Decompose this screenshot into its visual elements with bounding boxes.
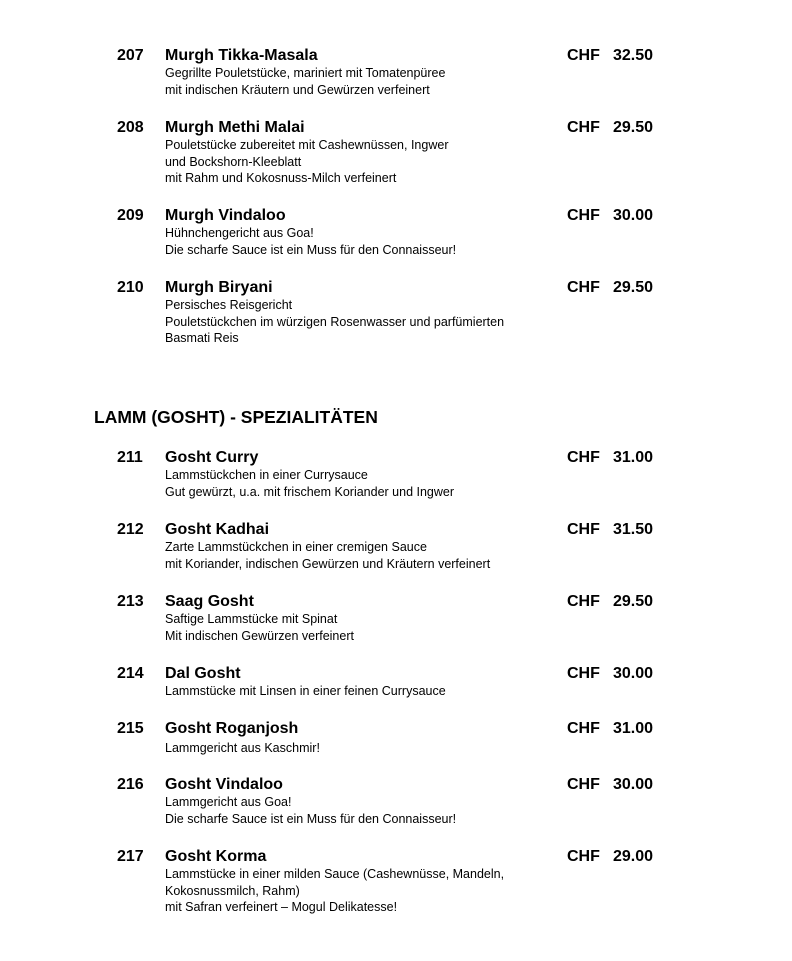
- item-number: 216: [117, 776, 144, 793]
- description-line: Lammstücke mit Linsen in einer feinen Currysauce: [165, 684, 446, 698]
- item-number: 209: [117, 207, 144, 224]
- item-description: [165, 137, 448, 187]
- description-line: und Bockshorn-Kleeblatt: [165, 154, 302, 169]
- description-line: mit Koriander, indischen Gewürzen und Kräutern verfeinert: [165, 556, 491, 571]
- item-number: 208: [117, 119, 144, 136]
- item-currency: CHF: [567, 207, 600, 224]
- description-line: Gut gewürzt, u.a. mit frischem Koriander und Ingwer: [165, 484, 455, 499]
- item-currency: CHF: [567, 776, 600, 793]
- item-currency: CHF: [567, 119, 600, 136]
- item-name: Dal Gosht: [165, 665, 241, 682]
- item-name: Saag Gosht: [165, 593, 254, 610]
- item-price: 31.00: [613, 449, 654, 466]
- item-price: 30.00: [613, 776, 654, 793]
- item-currency: CHF: [567, 279, 600, 296]
- item-price: 31.00: [613, 720, 654, 737]
- description-line: Lammgericht aus Kaschmir!: [165, 741, 320, 755]
- description-line: Mit indischen Gewürzen verfeinert: [165, 628, 354, 643]
- item-number: 215: [117, 720, 144, 737]
- item-price: 29.50: [613, 279, 654, 296]
- item-name: Murgh Vindaloo: [165, 207, 286, 224]
- item-number: 210: [117, 279, 144, 296]
- item-description: [165, 866, 504, 916]
- item-price: 30.00: [613, 207, 654, 224]
- item-price: 29.00: [613, 848, 654, 865]
- item-name: Murgh Methi Malai: [165, 119, 305, 136]
- description-line: Saftige Lammstücke mit Spinat: [165, 612, 338, 626]
- item-price: 31.50: [613, 521, 654, 538]
- description-line: Pouletstückchen im würzigen Rosenwasser und parfümierten: [165, 314, 505, 329]
- item-currency: CHF: [567, 665, 600, 682]
- item-number: 213: [117, 593, 144, 610]
- item-currency: CHF: [567, 47, 600, 64]
- item-name: Gosht Roganjosh: [165, 720, 299, 737]
- item-price: 32.50: [613, 47, 654, 64]
- item-name: Gosht Kadhai: [165, 521, 270, 538]
- description-line: mit indischen Kräutern und Gewürzen verfeinert: [165, 82, 430, 97]
- item-number: 207: [117, 47, 144, 64]
- item-name: Murgh Tikka-Masala: [165, 47, 318, 64]
- item-description: [165, 683, 446, 700]
- item-description: [165, 539, 490, 572]
- item-description: [165, 467, 454, 500]
- description-line: Lammstückchen in einer Currysauce: [165, 468, 368, 482]
- description-line: Persisches Reisgericht: [165, 298, 293, 312]
- item-currency: CHF: [567, 521, 600, 538]
- item-description: [165, 611, 354, 644]
- item-number: 211: [117, 449, 143, 466]
- description-line: Die scharfe Sauce ist ein Muss für den Connaisseur!: [165, 242, 457, 257]
- item-number: 212: [117, 521, 144, 538]
- description-line: mit Safran verfeinert – Mogul Delikatesse!: [165, 900, 398, 915]
- description-line: Zarte Lammstückchen in einer cremigen Sauce: [165, 540, 427, 554]
- section-title-lamb: LAMM (GOSHT) - SPEZIALITÄTEN: [94, 407, 378, 427]
- item-description: [165, 794, 456, 827]
- item-price: 30.00: [613, 665, 654, 682]
- description-line: Basmati Reis: [165, 331, 239, 346]
- description-line: Lammgericht aus Goa!: [165, 795, 292, 809]
- item-description: [165, 225, 456, 258]
- description-line: Lammstücke in einer milden Sauce (Cashewnüsse, Mandeln,: [165, 867, 505, 881]
- item-name: Gosht Curry: [165, 449, 259, 466]
- description-line: Gegrillte Pouletstücke, mariniert mit Tomatenpüree: [165, 66, 446, 80]
- item-number: 214: [117, 665, 144, 682]
- item-name: Gosht Korma: [165, 848, 267, 865]
- item-name: Gosht Vindaloo: [165, 776, 283, 793]
- description-line: mit Rahm und Kokosnuss-Milch verfeinert: [165, 171, 397, 186]
- item-currency: CHF: [567, 848, 600, 865]
- item-price: 29.50: [613, 119, 654, 136]
- item-price: 29.50: [613, 593, 654, 610]
- item-name: Murgh Biryani: [165, 279, 273, 296]
- description-line: Die scharfe Sauce ist ein Muss für den Connaisseur!: [165, 811, 457, 826]
- item-currency: CHF: [567, 720, 600, 737]
- description-line: Hühnchengericht aus Goa!: [165, 226, 314, 240]
- item-description: [165, 297, 504, 347]
- item-number: 217: [117, 848, 144, 865]
- description-line: Kokosnussmilch, Rahm): [165, 883, 300, 898]
- item-description: [165, 740, 320, 757]
- description-line: Pouletstücke zubereitet mit Cashewnüssen, Ingwer: [165, 138, 449, 152]
- item-currency: CHF: [567, 593, 600, 610]
- item-currency: CHF: [567, 449, 600, 466]
- item-description: [165, 65, 445, 98]
